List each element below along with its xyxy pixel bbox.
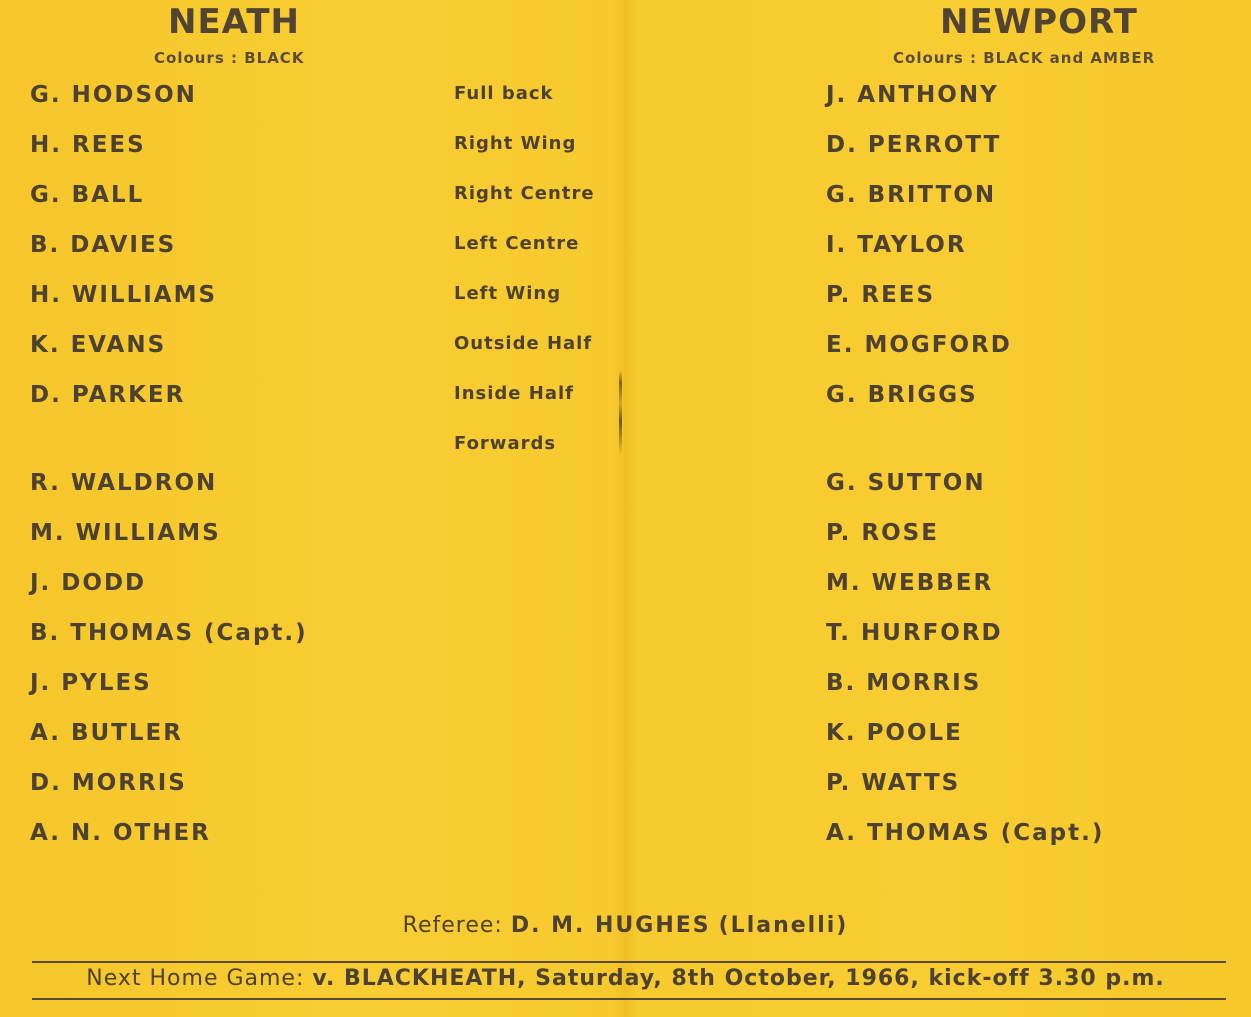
- player-name: E. MOGFORD: [826, 332, 1012, 358]
- player-name: B. DAVIES: [30, 232, 177, 258]
- player-name: P. REES: [826, 282, 936, 308]
- page-fold: [619, 370, 622, 455]
- player-name: B. MORRIS: [826, 670, 982, 696]
- position-label: Left Centre: [454, 233, 580, 254]
- position-label: Forwards: [454, 433, 557, 454]
- player-name: M. WILLIAMS: [30, 520, 221, 546]
- player-name: J. ANTHONY: [826, 82, 999, 108]
- player-name: A. THOMAS (Capt.): [826, 820, 1105, 846]
- player-name: J. PYLES: [30, 670, 152, 696]
- referee-label: Referee:: [402, 913, 503, 938]
- player-name: P. WATTS: [826, 770, 961, 796]
- position-label: Inside Half: [454, 383, 574, 404]
- neath-title: NEATH: [168, 2, 301, 42]
- newport-title: NEWPORT: [940, 2, 1138, 42]
- position-label: Full back: [454, 83, 554, 104]
- player-name: A. BUTLER: [30, 720, 183, 746]
- player-name: P. ROSE: [826, 520, 939, 546]
- bottom-rule: [32, 998, 1226, 1000]
- referee-name: D. M. HUGHES: [510, 913, 711, 938]
- referee-club: (Llanelli): [718, 913, 849, 938]
- referee-line: [0, 913, 1251, 938]
- player-name: G. BRITTON: [826, 182, 997, 208]
- player-name: I. TAYLOR: [826, 232, 967, 258]
- newport-colours: Colours : BLACK and AMBER: [893, 49, 1156, 67]
- neath-colours: Colours : BLACK: [154, 49, 305, 67]
- position-label: Left Wing: [454, 283, 562, 304]
- player-name: D. PARKER: [30, 382, 186, 408]
- player-name: D. PERROTT: [826, 132, 1002, 158]
- player-name: R. WALDRON: [30, 470, 218, 496]
- player-name: A. N. OTHER: [30, 820, 211, 846]
- next-game-details: v. BLACKHEATH, Saturday, 8th October, 1966, kick-off 3.30 p.m.: [312, 966, 1165, 991]
- position-label: Right Wing: [454, 133, 577, 154]
- player-name: H. REES: [30, 132, 146, 158]
- player-name: J. DODD: [30, 570, 147, 596]
- top-rule: [32, 961, 1226, 963]
- player-name: H. WILLIAMS: [30, 282, 218, 308]
- position-label: Right Centre: [454, 183, 595, 204]
- next-game-label: Next Home Game:: [86, 966, 305, 991]
- player-name: M. WEBBER: [826, 570, 994, 596]
- position-label: Outside Half: [454, 333, 593, 354]
- player-name: K. EVANS: [30, 332, 167, 358]
- player-name: G. SUTTON: [826, 470, 986, 496]
- player-name: D. MORRIS: [30, 770, 187, 796]
- player-name: B. THOMAS (Capt.): [30, 620, 308, 646]
- next-game-line: [0, 966, 1251, 991]
- player-name: K. POOLE: [826, 720, 963, 746]
- player-name: G. HODSON: [30, 82, 197, 108]
- player-name: G. BRIGGS: [826, 382, 978, 408]
- player-name: G. BALL: [30, 182, 145, 208]
- player-name: T. HURFORD: [826, 620, 1003, 646]
